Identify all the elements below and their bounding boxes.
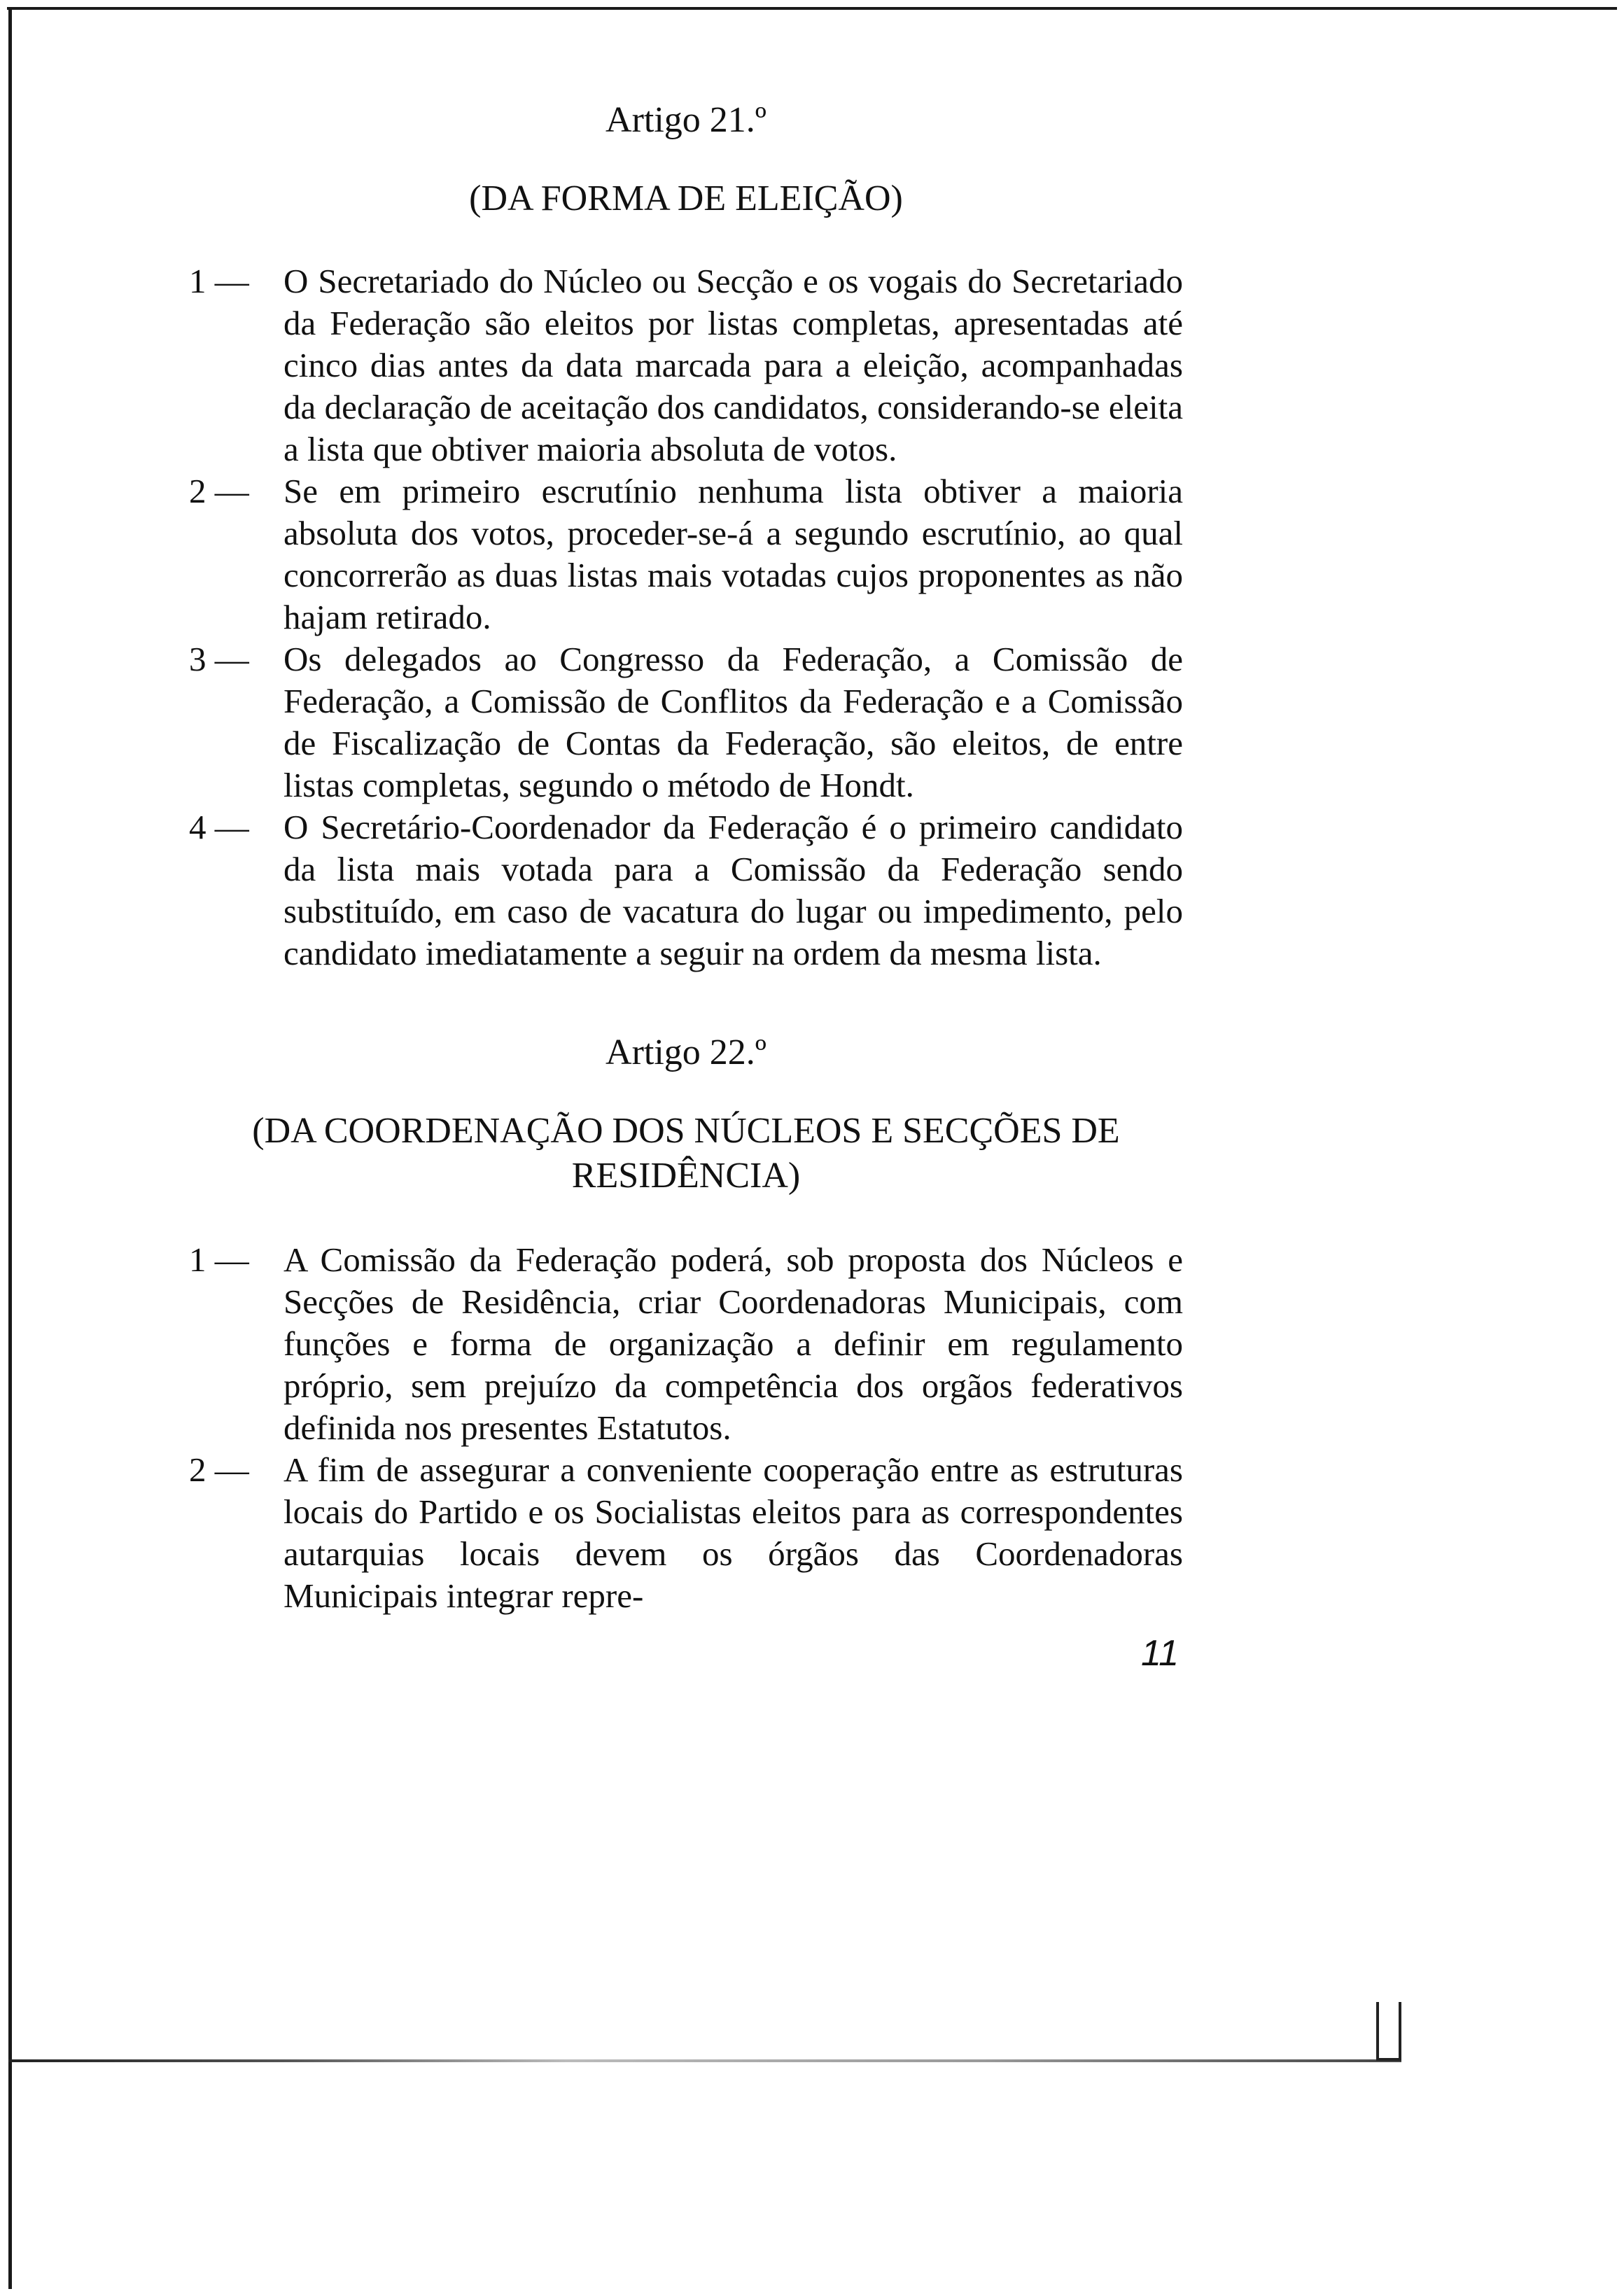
item-number: 1 —: [189, 1240, 249, 1279]
item-text: Os delegados ao Congresso da Federação, a Comissão de Federação, a Comissão de Conflitos da Federação e a Comissão de Fiscalização de Contas da Federação, são eleitos, de entre listas completas, segundo o método de Hondt.: [284, 640, 1183, 804]
scan-corner-mark: [1376, 2002, 1401, 2061]
article-21-number: Artigo 21.º: [606, 100, 766, 140]
article-22-item-1: [189, 1239, 1183, 1449]
item-text: O Secretário-Coordenador da Federação é o primeiro candidato da lista mais votada para a Comissão da Federação sendo substituído, em caso de vacatura do lugar ou impedimento, pelo candidato imediatamente a seguir na ordem da mesma lista.: [284, 808, 1183, 972]
item-text: A Comissão da Federação poderá, sob proposta dos Núcleos e Secções de Residência, criar Coordenadoras Municipais, com funções e forma de organização a definir em regulamento próprio, sem prejuízo da competência dos orgãos federativos definida nos presentes Estatutos.: [284, 1240, 1183, 1447]
item-text: Se em primeiro escrutínio nenhuma lista obtiver a maioria absoluta dos votos, proceder-se-á a segundo escrutínio, ao qual concorrerão as duas listas mais votadas cujos proponentes as não hajam retirado.: [284, 472, 1183, 636]
section-spacer: [189, 974, 1183, 1030]
item-text: O Secretariado do Núcleo ou Secção e os vogais do Secretariado da Federação são eleitos por listas completas, apresentadas até cinco dias antes da data marcada para a eleição, acompanhadas da declaração de aceitação dos candidatos, considerando-se eleita a lista que obtiver maioria absoluta de votos.: [284, 262, 1183, 468]
document-page: [189, 98, 1183, 1676]
article-21-item-1: [189, 260, 1183, 470]
item-number: 2 —: [189, 472, 249, 510]
article-22-title-line-1: (DA COORDENAÇÃO DOS NÚCLEOS E SECÇÕES DE: [252, 1111, 1120, 1151]
article-21-item-3: [189, 638, 1183, 806]
item-text: A fim de assegurar a conveniente cooperação entre as estruturas locais do Partido e os Socialistas eleitos para as correspondentes autarquias locais devem os órgãos das Coordenadoras Municipais integrar repre-: [284, 1450, 1183, 1615]
item-number: 3 —: [189, 640, 249, 678]
page-number: 11: [1141, 1633, 1179, 1674]
scan-border-left: [8, 7, 12, 2289]
item-number: 4 —: [189, 808, 249, 846]
article-21-title: (DA FORMA DE ELEIÇÃO): [469, 178, 903, 218]
article-22-item-2: [189, 1449, 1183, 1617]
article-22-title: [189, 1109, 1183, 1198]
article-21-item-4: [189, 806, 1183, 974]
article-22: [189, 1030, 1183, 1617]
item-number: 2 —: [189, 1450, 249, 1489]
scan-border-bottom: [8, 2059, 1401, 2062]
article-21: [189, 98, 1183, 974]
scan-border-top: [7, 7, 1617, 10]
article-22-number: Artigo 22.º: [606, 1032, 766, 1072]
article-22-title-line-2: RESIDÊNCIA): [571, 1156, 801, 1196]
article-21-item-2: [189, 470, 1183, 638]
item-number: 1 —: [189, 262, 249, 300]
